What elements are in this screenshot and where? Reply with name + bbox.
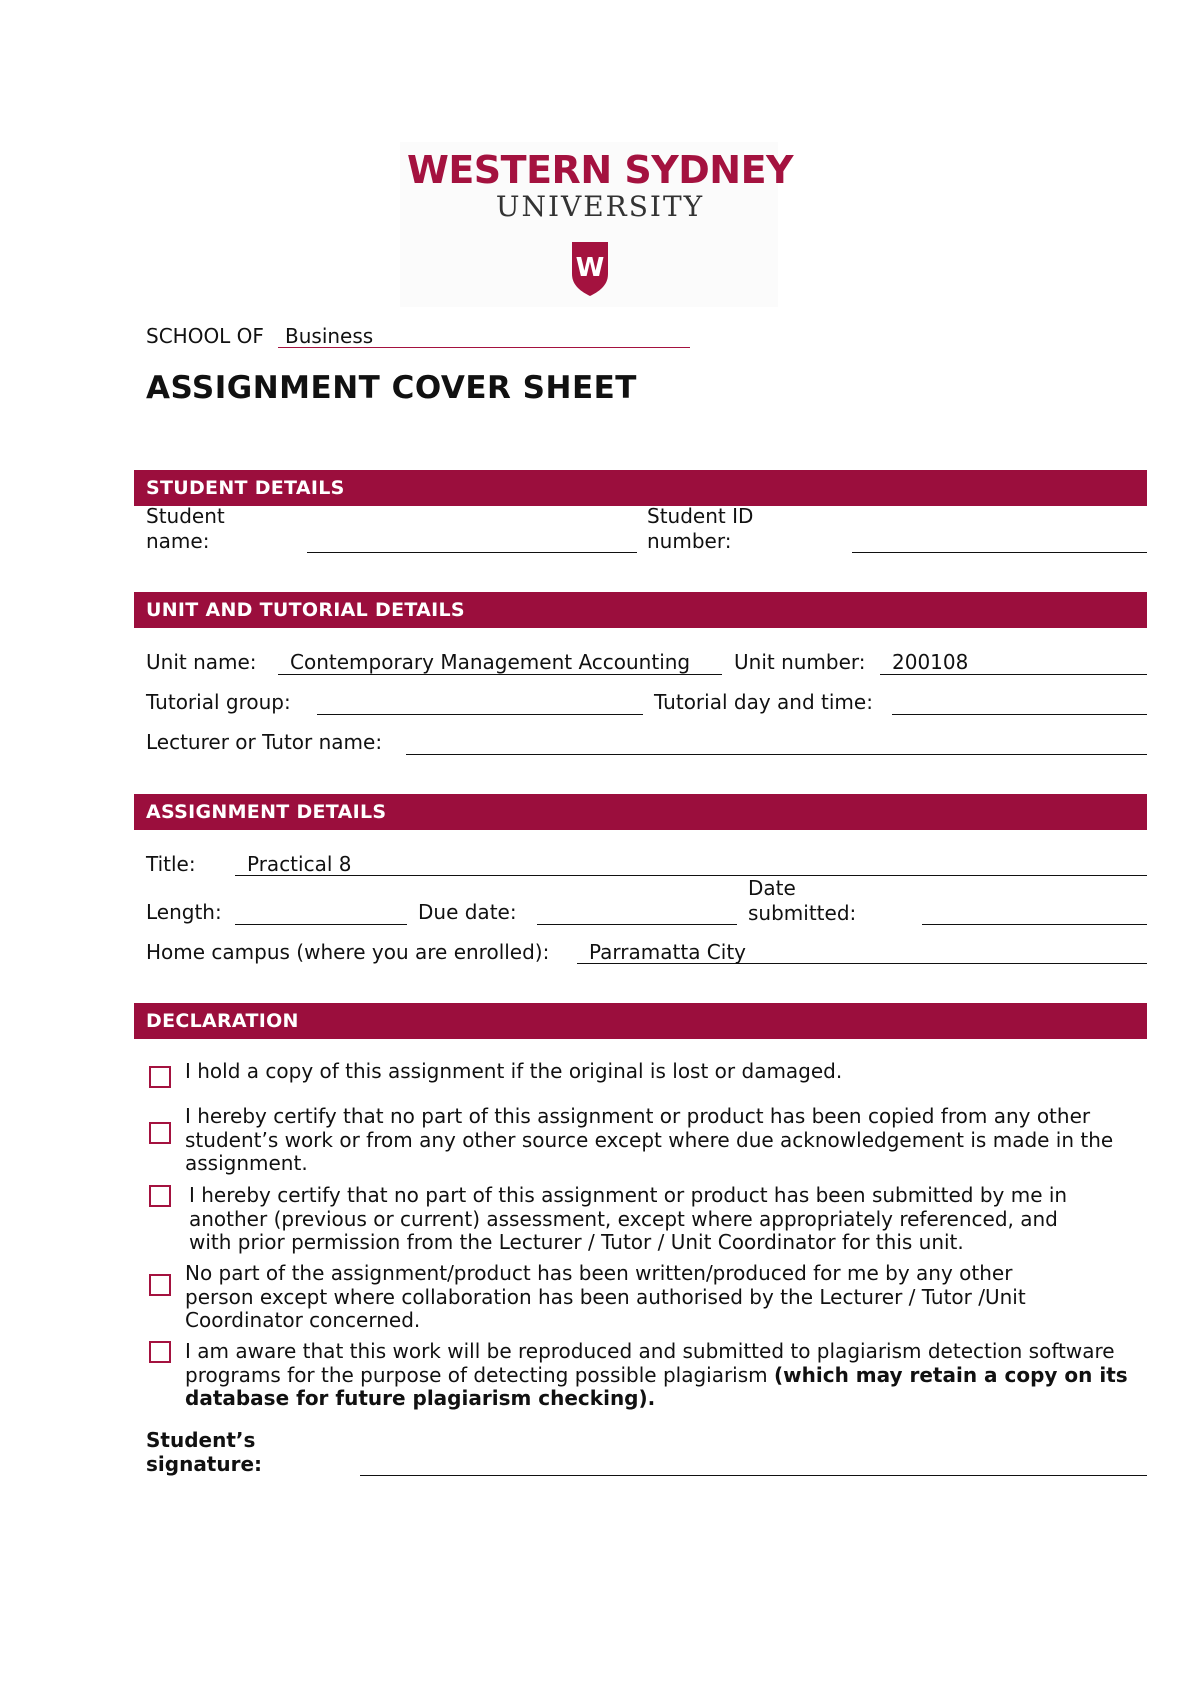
date-submitted-label-line2: submitted: — [748, 901, 857, 925]
assignment-title-label: Title: — [146, 852, 196, 876]
declaration-text-5 — [185, 1340, 1135, 1411]
declaration-checkbox-5[interactable] — [149, 1341, 171, 1363]
signature-label-line2: signature: — [146, 1452, 263, 1476]
student-name-label — [146, 504, 225, 554]
student-name-field[interactable] — [307, 552, 637, 553]
date-submitted-label — [748, 876, 856, 926]
section-header-unit: UNIT AND TUTORIAL DETAILS — [134, 592, 1147, 628]
assignment-title-value: Practical 8 — [247, 852, 352, 876]
lecturer-label: Lecturer or Tutor name: — [146, 730, 383, 754]
student-id-field[interactable] — [852, 552, 1147, 553]
due-date-label: Due date: — [418, 900, 517, 924]
assignment-title-field[interactable] — [235, 875, 1147, 876]
date-submitted-label-line1: Date — [748, 876, 796, 900]
school-value[interactable]: Business — [285, 324, 374, 348]
unit-number-label: Unit number: — [734, 650, 866, 674]
shield-icon — [570, 240, 610, 298]
lecturer-field[interactable] — [406, 754, 1147, 755]
home-campus-value: Parramatta City — [589, 940, 747, 964]
declaration-text-4: No part of the assignment/product has been written/produced for me by any other person except where collaboration has been authorised by the Lecturer / Tutor /Unit Coordinator concerned. — [185, 1261, 1026, 1332]
tutorial-group-label: Tutorial group: — [146, 690, 291, 714]
declaration-checkbox-1[interactable] — [149, 1066, 171, 1088]
unit-number-field[interactable] — [880, 674, 1147, 675]
unit-number-value: 200108 — [892, 650, 969, 674]
shield-letter: W — [575, 253, 605, 283]
student-id-label — [647, 504, 753, 554]
declaration-text-5-bold: (which may retain a copy on its database for future plagiarism checking). — [185, 1362, 1128, 1410]
student-id-label-line2: number: — [647, 529, 732, 553]
student-id-label-line1: Student ID — [647, 504, 754, 528]
due-date-field[interactable] — [537, 924, 737, 925]
logo-wordmark-line2: UNIVERSITY — [495, 190, 705, 223]
section-header-student: STUDENT DETAILS — [134, 470, 1147, 506]
tutorial-day-label: Tutorial day and time: — [654, 690, 873, 714]
signature-label-line1: Student’s — [146, 1428, 256, 1452]
tutorial-day-field[interactable] — [892, 714, 1147, 715]
declaration-text-3: I hereby certify that no part of this assignment or product has been submitted by me in another (previous or current) assessment, except where appropriately referenced, and with prior permission from the Lecturer / Tutor / Unit Coordinator for this unit. — [189, 1183, 1068, 1254]
declaration-text-1: I hold a copy of this assignment if the original is lost or damaged. — [185, 1059, 843, 1083]
school-label: SCHOOL OF — [146, 324, 264, 348]
declaration-text-5-main: I am aware that this work will be reproduced and submitted to plagiarism detection software programs for the purpose of detecting possible plagiarism — [185, 1339, 1115, 1387]
date-submitted-field[interactable] — [922, 924, 1147, 925]
declaration-checkbox-4[interactable] — [149, 1274, 171, 1296]
logo-wordmark-line1: WESTERN SYDNEY — [406, 148, 794, 192]
page-title: ASSIGNMENT COVER SHEET — [146, 370, 637, 406]
signature-label — [146, 1428, 262, 1476]
tutorial-group-field[interactable] — [317, 714, 643, 715]
signature-field[interactable] — [360, 1475, 1147, 1476]
section-header-declaration: DECLARATION — [134, 1003, 1147, 1039]
student-name-label-line2: name: — [146, 529, 210, 553]
section-header-assignment: ASSIGNMENT DETAILS — [134, 794, 1147, 830]
declaration-checkbox-3[interactable] — [149, 1185, 171, 1207]
unit-name-value: Contemporary Management Accounting — [290, 650, 691, 674]
length-label: Length: — [146, 900, 222, 924]
length-field[interactable] — [235, 924, 407, 925]
unit-name-field[interactable] — [278, 674, 722, 675]
student-name-label-line1: Student — [146, 504, 225, 528]
declaration-text-2: I hereby certify that no part of this assignment or product has been copied from any other student’s work or from any other source except where due acknowledgement is made in the assignment. — [185, 1104, 1114, 1175]
home-campus-label: Home campus (where you are enrolled): — [146, 940, 550, 964]
declaration-checkbox-2[interactable] — [149, 1122, 171, 1144]
unit-name-label: Unit name: — [146, 650, 257, 674]
